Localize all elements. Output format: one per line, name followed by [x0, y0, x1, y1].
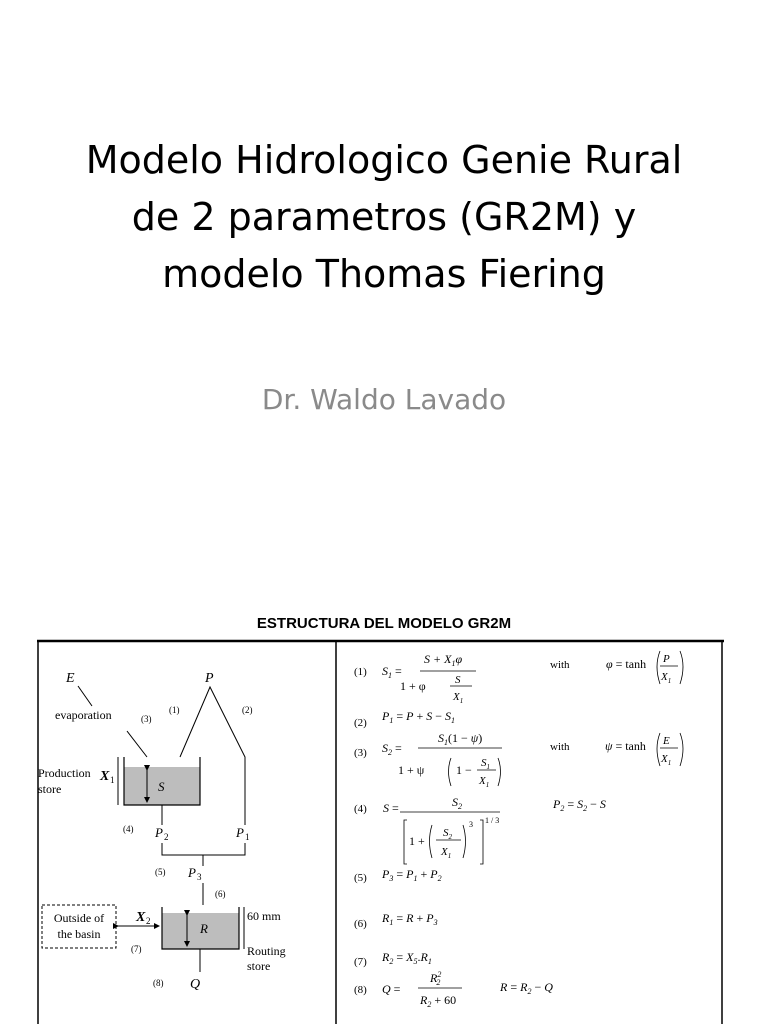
label-E: E	[66, 671, 75, 686]
svg-text:E: E	[663, 735, 670, 747]
label-n1: (1)	[169, 705, 180, 715]
label-P3-sub: 3	[197, 872, 202, 882]
title-line-2: de 2 parametros (GR2M) y	[131, 195, 637, 239]
svg-text:X1: $X_1$	[479, 775, 490, 789]
eq-5-number: (5)	[354, 872, 367, 884]
label-outside-1: Outside of	[53, 911, 105, 925]
label-60mm: 60 mm	[247, 909, 281, 923]
label-S: S	[158, 779, 165, 794]
svg-text:S2: $S_2$	[443, 827, 452, 841]
svg-text:X1: $X_1$	[661, 671, 672, 685]
eq-7-number: (7)	[354, 956, 367, 968]
eq-1-phi	[606, 651, 683, 685]
label-P2-sub: 2	[164, 832, 169, 842]
evaporation-line	[127, 731, 147, 757]
label-n5: (5)	[155, 867, 166, 877]
eq-6-number: (6)	[354, 918, 367, 930]
label-X2: X	[136, 910, 146, 925]
eq-4	[383, 795, 500, 864]
label-n4: (4)	[123, 824, 134, 834]
label-Q: Q	[190, 977, 201, 992]
label-evaporation: evaporation	[55, 708, 112, 722]
svg-text:R2 + 60: $R_2 + 60$	[420, 993, 457, 1009]
eq-5: $P_3 = P_1 + P_2$	[382, 867, 442, 883]
svg-text:S2 =: $S_2$ =	[382, 741, 402, 757]
slide-subtitle: Dr. Waldo Lavado	[261, 383, 507, 416]
label-P3: P	[188, 865, 196, 880]
svg-text:S1 =: $S_1$ =	[382, 664, 402, 680]
label-n3: (3)	[141, 714, 152, 724]
svg-text:S1: $S_1$	[481, 757, 490, 771]
label-n7: (7)	[131, 944, 142, 954]
eq-8-R: $R = R_2 - Q$	[500, 980, 553, 996]
svg-text:φ = tanh: φ = tanh	[606, 657, 647, 671]
svg-text:X1: $X_1$	[441, 846, 452, 860]
label-P1: P	[236, 825, 244, 840]
eq-8	[382, 970, 462, 1009]
label-X2-sub: 2	[146, 916, 151, 926]
eq-4-number: (4)	[354, 803, 367, 815]
svg-text:ψ = tanh: ψ = tanh	[605, 739, 646, 753]
eq-6: $R_1 = R + P_3$	[382, 911, 438, 927]
equations-panel	[354, 651, 683, 1009]
svg-text:1 / 3: 1 / 3	[485, 816, 500, 825]
label-P: P	[205, 671, 214, 686]
label-X1: X	[100, 769, 110, 784]
eq-3-with: with	[550, 741, 570, 753]
label-outside-2: the basin	[57, 927, 101, 941]
eq-3-number: (3)	[354, 747, 367, 759]
svg-text:X1: $X_1$	[453, 691, 464, 705]
label-routing-1: Routing	[247, 944, 286, 958]
eq-2-number: (2)	[354, 717, 367, 729]
evaporation-leader	[78, 686, 92, 706]
svg-text:S + X1φ: $S + X_1\varphi$	[424, 652, 463, 668]
title-line-1: Modelo Hidrologico Genie Rural	[85, 138, 683, 182]
svg-text:1 + ψ: 1 + ψ	[398, 763, 425, 777]
eq-3	[382, 731, 502, 789]
eq-3-psi	[605, 733, 683, 767]
P3-merge-line	[162, 843, 245, 855]
label-n6: (6)	[215, 889, 226, 899]
title-line-3: modelo Thomas Fiering	[162, 252, 606, 296]
label-P2: P	[155, 825, 163, 840]
label-routing-2: store	[247, 959, 271, 973]
eq-1	[382, 652, 476, 705]
figure-heading: ESTRUCTURA DEL MODELO GR2M	[256, 615, 512, 632]
label-P1-sub: 1	[245, 832, 250, 842]
label-production-2: store	[38, 782, 62, 796]
eq-1-with: with	[550, 659, 570, 671]
eq-8-number: (8)	[354, 984, 367, 996]
svg-text:1 +: 1 +	[409, 834, 425, 848]
svg-text:3: 3	[469, 820, 473, 829]
eq-4-P2: $P_2 = S_2 - S$	[553, 797, 606, 813]
eq-7: $R_2 = X_5.R_1$	[382, 950, 432, 966]
label-X1-sub: 1	[110, 775, 115, 785]
label-R: R	[200, 921, 208, 936]
eq-1-number: (1)	[354, 666, 367, 678]
svg-text:Q =: Q =	[382, 982, 401, 996]
eq-2: $P_1 = P + S - S_1$	[382, 709, 456, 725]
svg-text:X1: $X_1$	[661, 753, 672, 767]
diagram-panel	[38, 671, 286, 992]
svg-text:S =: S =	[383, 801, 399, 815]
label-n2: (2)	[242, 705, 253, 715]
svg-text:1 −: 1 −	[456, 763, 472, 777]
svg-text:S1(1 − ψ): $S_1(1 - \psi)$	[438, 731, 483, 747]
svg-text:S2: $S_2$	[452, 795, 462, 811]
svg-text:S: S	[455, 674, 461, 686]
svg-text:P: P	[663, 653, 670, 665]
svg-text:R22: $R^2$ 2	[430, 970, 442, 987]
svg-text:1 + φ: 1 + φ	[400, 679, 426, 693]
label-production-1: Production	[38, 766, 91, 780]
label-n8: (8)	[153, 978, 164, 988]
